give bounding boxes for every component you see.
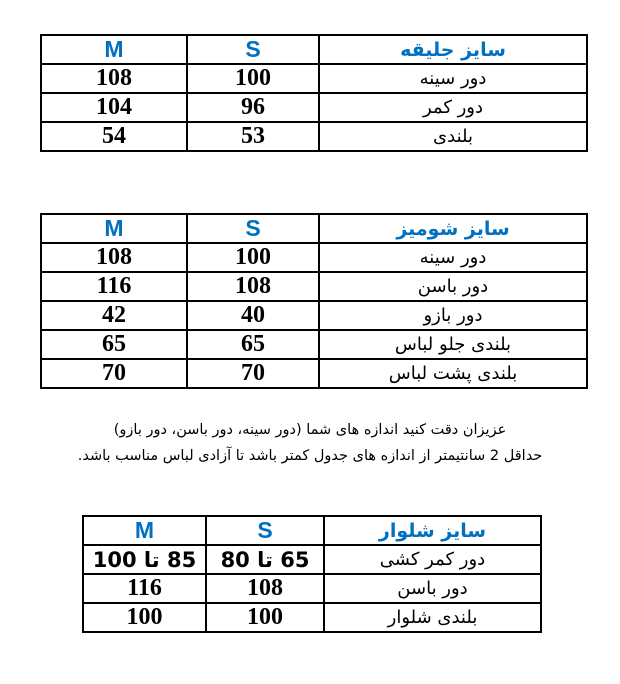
table-row <box>41 359 587 388</box>
size-value-cell: 96 <box>187 93 319 122</box>
table-row <box>41 122 587 151</box>
size-value-cell: 100 <box>206 603 324 632</box>
size-label-cell: بلندی پشت لباس <box>319 359 587 388</box>
measurement-note-line1: عزیزان دقت کنید اندازه های شما (دور سینه، دور باسن، دور بازو) <box>113 422 507 438</box>
table-title-pants: سایز شلوار <box>324 516 541 545</box>
column-header-m: M <box>41 214 187 243</box>
size-value-cell: 108 <box>187 272 319 301</box>
size-label-cell: دور کمر کشی <box>324 545 541 574</box>
table-row <box>41 301 587 330</box>
size-value-cell: 85 تا 100 <box>83 545 206 574</box>
size-value-cell: 116 <box>83 574 206 603</box>
size-value-cell: 54 <box>41 122 187 151</box>
table-row <box>41 272 587 301</box>
size-value-cell: 40 <box>187 301 319 330</box>
table-title-blouse: سایز شومیز <box>319 214 587 243</box>
size-label-cell: دور کمر <box>319 93 587 122</box>
blouse-size-table <box>40 213 588 389</box>
measurement-note <box>0 417 620 469</box>
column-header-m: M <box>41 35 187 64</box>
column-header-m: M <box>83 516 206 545</box>
size-value-cell: 65 <box>187 330 319 359</box>
size-label-cell: دور سینه <box>319 64 587 93</box>
pants-size-table <box>82 515 542 633</box>
table-row <box>83 603 541 632</box>
size-value-cell: 70 <box>187 359 319 388</box>
size-label-cell: دور سینه <box>319 243 587 272</box>
table-row <box>83 545 541 574</box>
table-row <box>41 330 587 359</box>
size-value-cell: 100 <box>83 603 206 632</box>
size-value-cell: 100 <box>187 243 319 272</box>
column-header-s: S <box>206 516 324 545</box>
size-label-cell: دور بازو <box>319 301 587 330</box>
size-value-cell: 108 <box>206 574 324 603</box>
size-label-cell: دور باسن <box>319 272 587 301</box>
size-value-cell: 108 <box>41 64 187 93</box>
table-header-row <box>83 516 541 545</box>
column-header-s: S <box>187 35 319 64</box>
size-value-cell: 42 <box>41 301 187 330</box>
size-value-cell: 116 <box>41 272 187 301</box>
table-row <box>41 243 587 272</box>
table-row <box>41 64 587 93</box>
measurement-note-line2: حداقل 2 سانتیمتر از اندازه های جدول کمتر باشد تا آزادی لباس مناسب باشد. <box>77 448 543 464</box>
size-label-cell: دور باسن <box>324 574 541 603</box>
size-label-cell: بلندی <box>319 122 587 151</box>
size-value-cell: 53 <box>187 122 319 151</box>
size-value-cell: 100 <box>187 64 319 93</box>
size-value-cell: 108 <box>41 243 187 272</box>
table-row <box>83 574 541 603</box>
size-value-cell: 65 تا 80 <box>206 545 324 574</box>
size-value-cell: 104 <box>41 93 187 122</box>
table-header-row <box>41 35 587 64</box>
table-header-row <box>41 214 587 243</box>
vest-size-table <box>40 34 588 152</box>
size-value-cell: 70 <box>41 359 187 388</box>
size-label-cell: بلندی شلوار <box>324 603 541 632</box>
size-value-cell: 65 <box>41 330 187 359</box>
table-title-vest: سایز جلیقه <box>319 35 587 64</box>
table-row <box>41 93 587 122</box>
size-label-cell: بلندی جلو لباس <box>319 330 587 359</box>
column-header-s: S <box>187 214 319 243</box>
